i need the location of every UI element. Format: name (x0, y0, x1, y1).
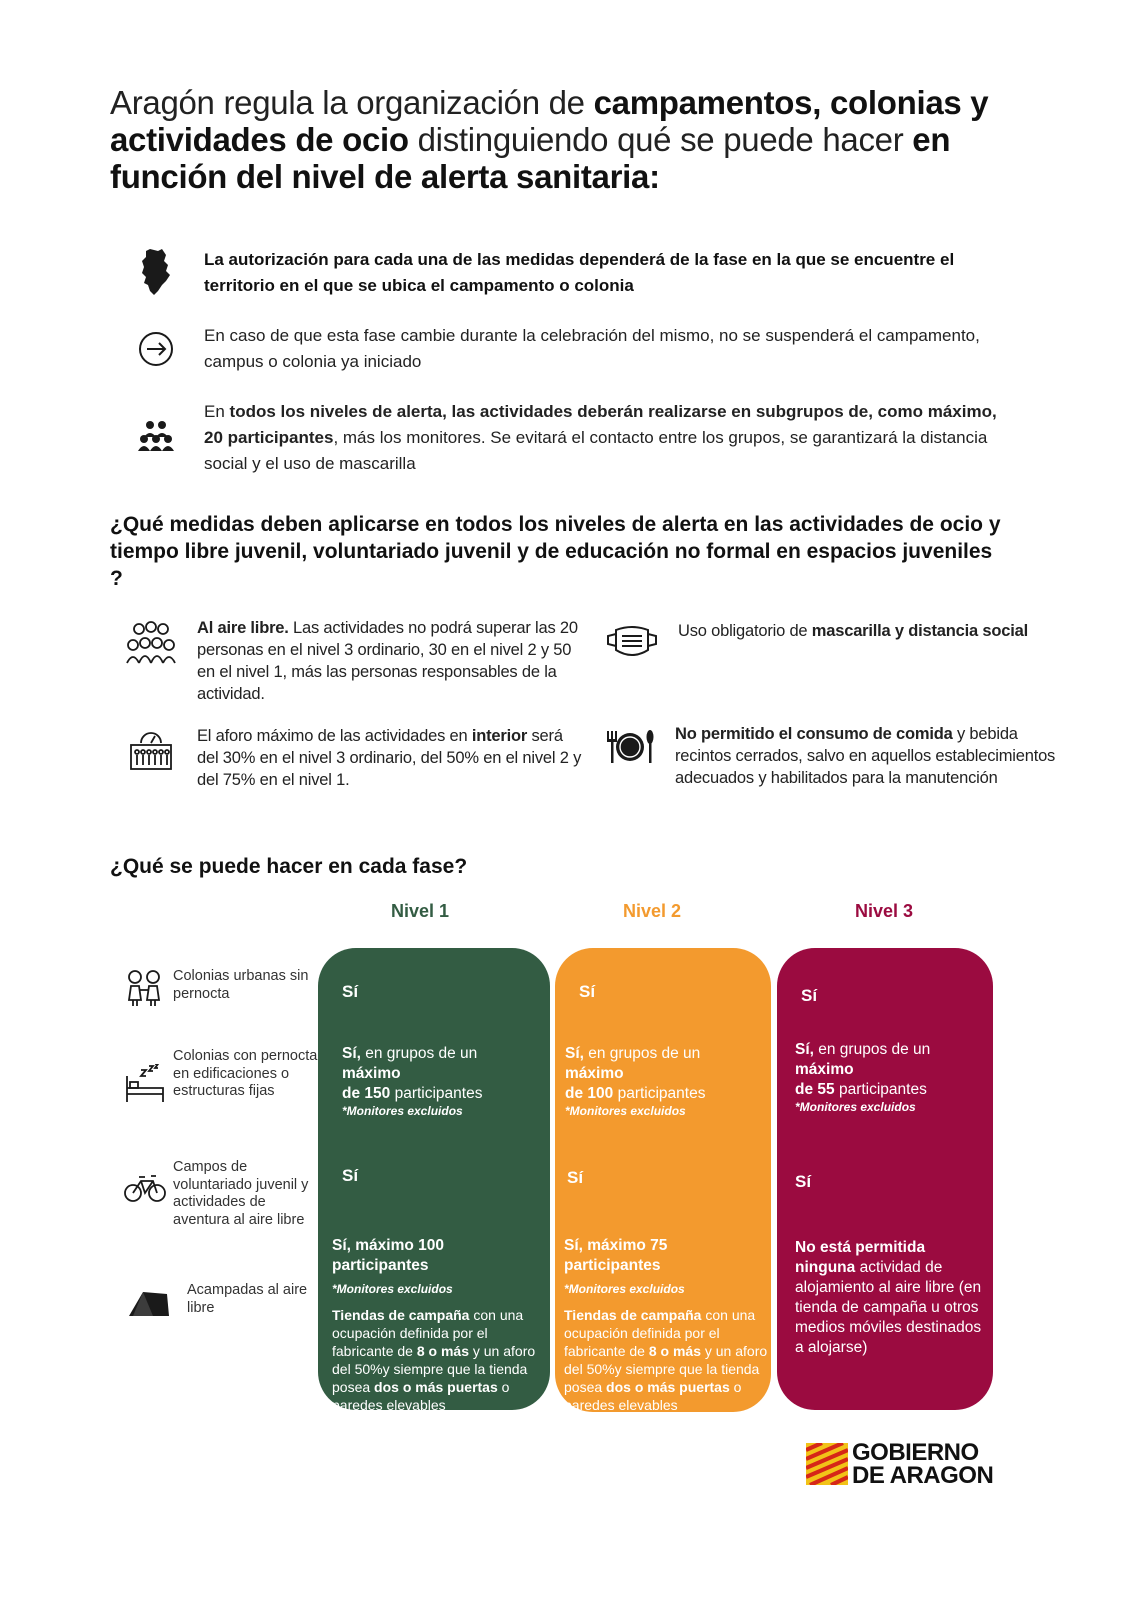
title-text: distinguiendo qué se puede hacer (408, 121, 913, 158)
cell-emphasis: Sí, (565, 1045, 584, 1062)
cell-emphasis: máximo (565, 1065, 624, 1082)
cell-emphasis: máximo (342, 1065, 401, 1082)
row-label-text: Colonias urbanas sin pernocta (173, 968, 309, 1002)
intro-text-part: En (204, 402, 230, 421)
cell-text: con una ocupación definida por el fabricante de (332, 1307, 524, 1359)
cell-emphasis: de 55 (795, 1081, 835, 1098)
cell-text: y un aforo del 50%y siempre que la tienda posea (332, 1343, 536, 1395)
cell-emphasis: Sí, máximo 100 participantes (332, 1237, 445, 1274)
cell-urban-colonies: Sí (579, 982, 596, 1001)
intro-text: En caso de que esta fase cambie durante la celebración del mismo, no se suspenderá el campamento, campus o colonia ya iniciado (204, 326, 980, 371)
cell-text: o paredes elevables (332, 1379, 510, 1413)
cell-text (332, 1306, 542, 1414)
cell-emphasis: dos o más puertas (606, 1379, 730, 1395)
cell-text: actividad de alojamiento al aire libre (en tienda de campaña u otros medios móviles destinados a alojarse) (795, 1259, 982, 1356)
intro-text (204, 399, 1004, 477)
cell-emphasis: Sí, máximo 75 participantes (564, 1237, 668, 1274)
measure-text (197, 725, 587, 791)
gobierno-aragon-logo (806, 1441, 1006, 1491)
arrow-circle-icon (136, 323, 180, 373)
people-outline-icon (125, 617, 177, 665)
measure-emphasis: interior (471, 727, 528, 745)
aragon-map-icon (136, 247, 180, 297)
measure-emphasis: mascarilla y distancia social (811, 622, 1028, 640)
row-label-text: Acampadas al aire libre (187, 1282, 308, 1316)
intro-text-part: , más los monitores. Se evitará el contacto entre los grupos, se garantizará la distancia social y el uso de mascarilla (204, 428, 988, 473)
measures-heading: ¿Qué medidas deben aplicarse en todos los niveles de alerta en las actividades de ocio y tiempo libre juvenil, voluntariado juvenil y de educación no formal en espacios juveniles ? (110, 513, 1001, 590)
measure-emphasis: Al aire libre. (197, 619, 289, 637)
title-emphasis: en función del nivel de alerta sanitaria: (110, 121, 951, 195)
measure-body: Uso obligatorio de (678, 622, 812, 640)
cell-text: participantes (834, 1081, 927, 1098)
measure-text (675, 723, 1065, 789)
cell-text: en grupos de un (360, 1045, 478, 1062)
cell-urban-colonies: Sí (801, 986, 818, 1005)
level-1-heading: Nivel 1 (390, 901, 450, 921)
measure-body: El aforo máximo de las actividades en (197, 727, 472, 745)
cell-emphasis: dos o más puertas (374, 1379, 498, 1395)
measure-body: y bebida recintos cerrados, salvo en aquellos establecimientos adecuados y habilitados para la manutención (675, 725, 1056, 787)
cell-overnight-colonies (342, 1044, 538, 1118)
cell-campsites (564, 1236, 768, 1414)
cell-text: participantes (390, 1085, 483, 1102)
tent-icon (127, 1284, 171, 1324)
title-text: Aragón regula la organización de (110, 84, 594, 121)
monitors-excluded-note: *Monitores excluidos (795, 1100, 916, 1114)
cell-text (564, 1306, 768, 1414)
cell-emphasis: Sí, (795, 1041, 814, 1058)
venue-capacity-icon (125, 725, 177, 773)
group-icon (136, 413, 180, 463)
measure-body: será del 30% en el nivel 3 ordinario, del 50% en el nivel 2 y del 75% en el nivel 1. (197, 727, 582, 789)
monitors-excluded-note: *Monitores excluidos (332, 1282, 453, 1296)
cell-campsites (332, 1236, 542, 1414)
logo-text (852, 1441, 993, 1487)
cell-volunteer-camps: Sí (567, 1168, 584, 1187)
bicycle-icon (123, 1167, 167, 1207)
cell-text: en grupos de un (813, 1041, 931, 1058)
cell-emphasis: Sí, (342, 1045, 361, 1062)
title-emphasis: campamentos, colonias y actividades de ocio (110, 84, 989, 158)
cell-volunteer-camps: Sí (342, 1166, 359, 1185)
cell-campsites (795, 1238, 985, 1358)
measure-text (678, 620, 1068, 642)
cell-text: con una ocupación definida por el fabricante de (564, 1307, 756, 1359)
aragon-flag-logo-icon (806, 1443, 848, 1485)
intro-text: La autorización para cada una de las medidas dependerá de la fase en la que se encuentre el territorio en el que se ubica el campamento o colonia (204, 250, 955, 295)
cell-emphasis: Tiendas de campaña (564, 1307, 702, 1323)
cell-emphasis: de 150 (342, 1085, 391, 1102)
level-3-heading: Nivel 3 (854, 901, 914, 921)
logo-line: DE ARAGON (852, 1462, 994, 1489)
cell-text: participantes (613, 1085, 706, 1102)
cell-emphasis: No está permitida ninguna (795, 1239, 926, 1276)
level-3-column (777, 948, 993, 1410)
cell-text: o paredes elevables (564, 1379, 742, 1413)
intro-text-emphasis: todos los niveles de alerta, las actividades deberán realizarse en subgrupos de, como máximo, 20 participantes (204, 402, 997, 447)
monitors-excluded-note: *Monitores excluidos (564, 1282, 685, 1296)
level-1-column (318, 948, 550, 1413)
cell-volunteer-camps: Sí (795, 1172, 812, 1191)
cell-emphasis: 8 o más (648, 1343, 701, 1359)
row-label-text: Colonias con pernocta en edificaciones o estructuras fijas (173, 1048, 318, 1099)
measure-body: Las actividades no podrá superar las 20 personas en el nivel 3 ordinario, 30 en el nivel 2 y 50 en el nivel 1, más las personas responsables de la actividad. (197, 619, 578, 703)
cell-overnight-colonies (565, 1044, 761, 1118)
measure-text (197, 617, 587, 705)
children-icon (123, 968, 167, 1008)
plate-cutlery-icon (603, 723, 655, 771)
sleeping-bed-icon (123, 1064, 167, 1104)
cell-emphasis: 8 o más (416, 1343, 469, 1359)
cell-text: y un aforo del 50%y siempre que la tienda posea (564, 1343, 768, 1395)
cell-text: en grupos de un (583, 1045, 701, 1062)
logo-line: GOBIERNO (852, 1439, 979, 1466)
cell-emphasis: Tiendas de campaña (332, 1307, 470, 1323)
row-label-text: Campos de voluntariado juvenil y actividades de aventura al aire libre (173, 1159, 309, 1228)
monitors-excluded-note: *Monitores excluidos (565, 1104, 686, 1118)
phases-heading: ¿Qué se puede hacer en cada fase? (110, 855, 468, 878)
measure-emphasis: No permitido el consumo de comida (675, 725, 953, 743)
level-2-column (555, 948, 771, 1412)
level-2-heading: Nivel 2 (622, 901, 682, 921)
monitors-excluded-note: *Monitores excluidos (342, 1104, 463, 1118)
cell-urban-colonies: Sí (342, 982, 359, 1001)
cell-emphasis: de 100 (565, 1085, 614, 1102)
mask-icon (606, 620, 658, 668)
cell-emphasis: máximo (795, 1061, 854, 1078)
cell-overnight-colonies (795, 1040, 991, 1114)
page-title (110, 84, 1010, 195)
